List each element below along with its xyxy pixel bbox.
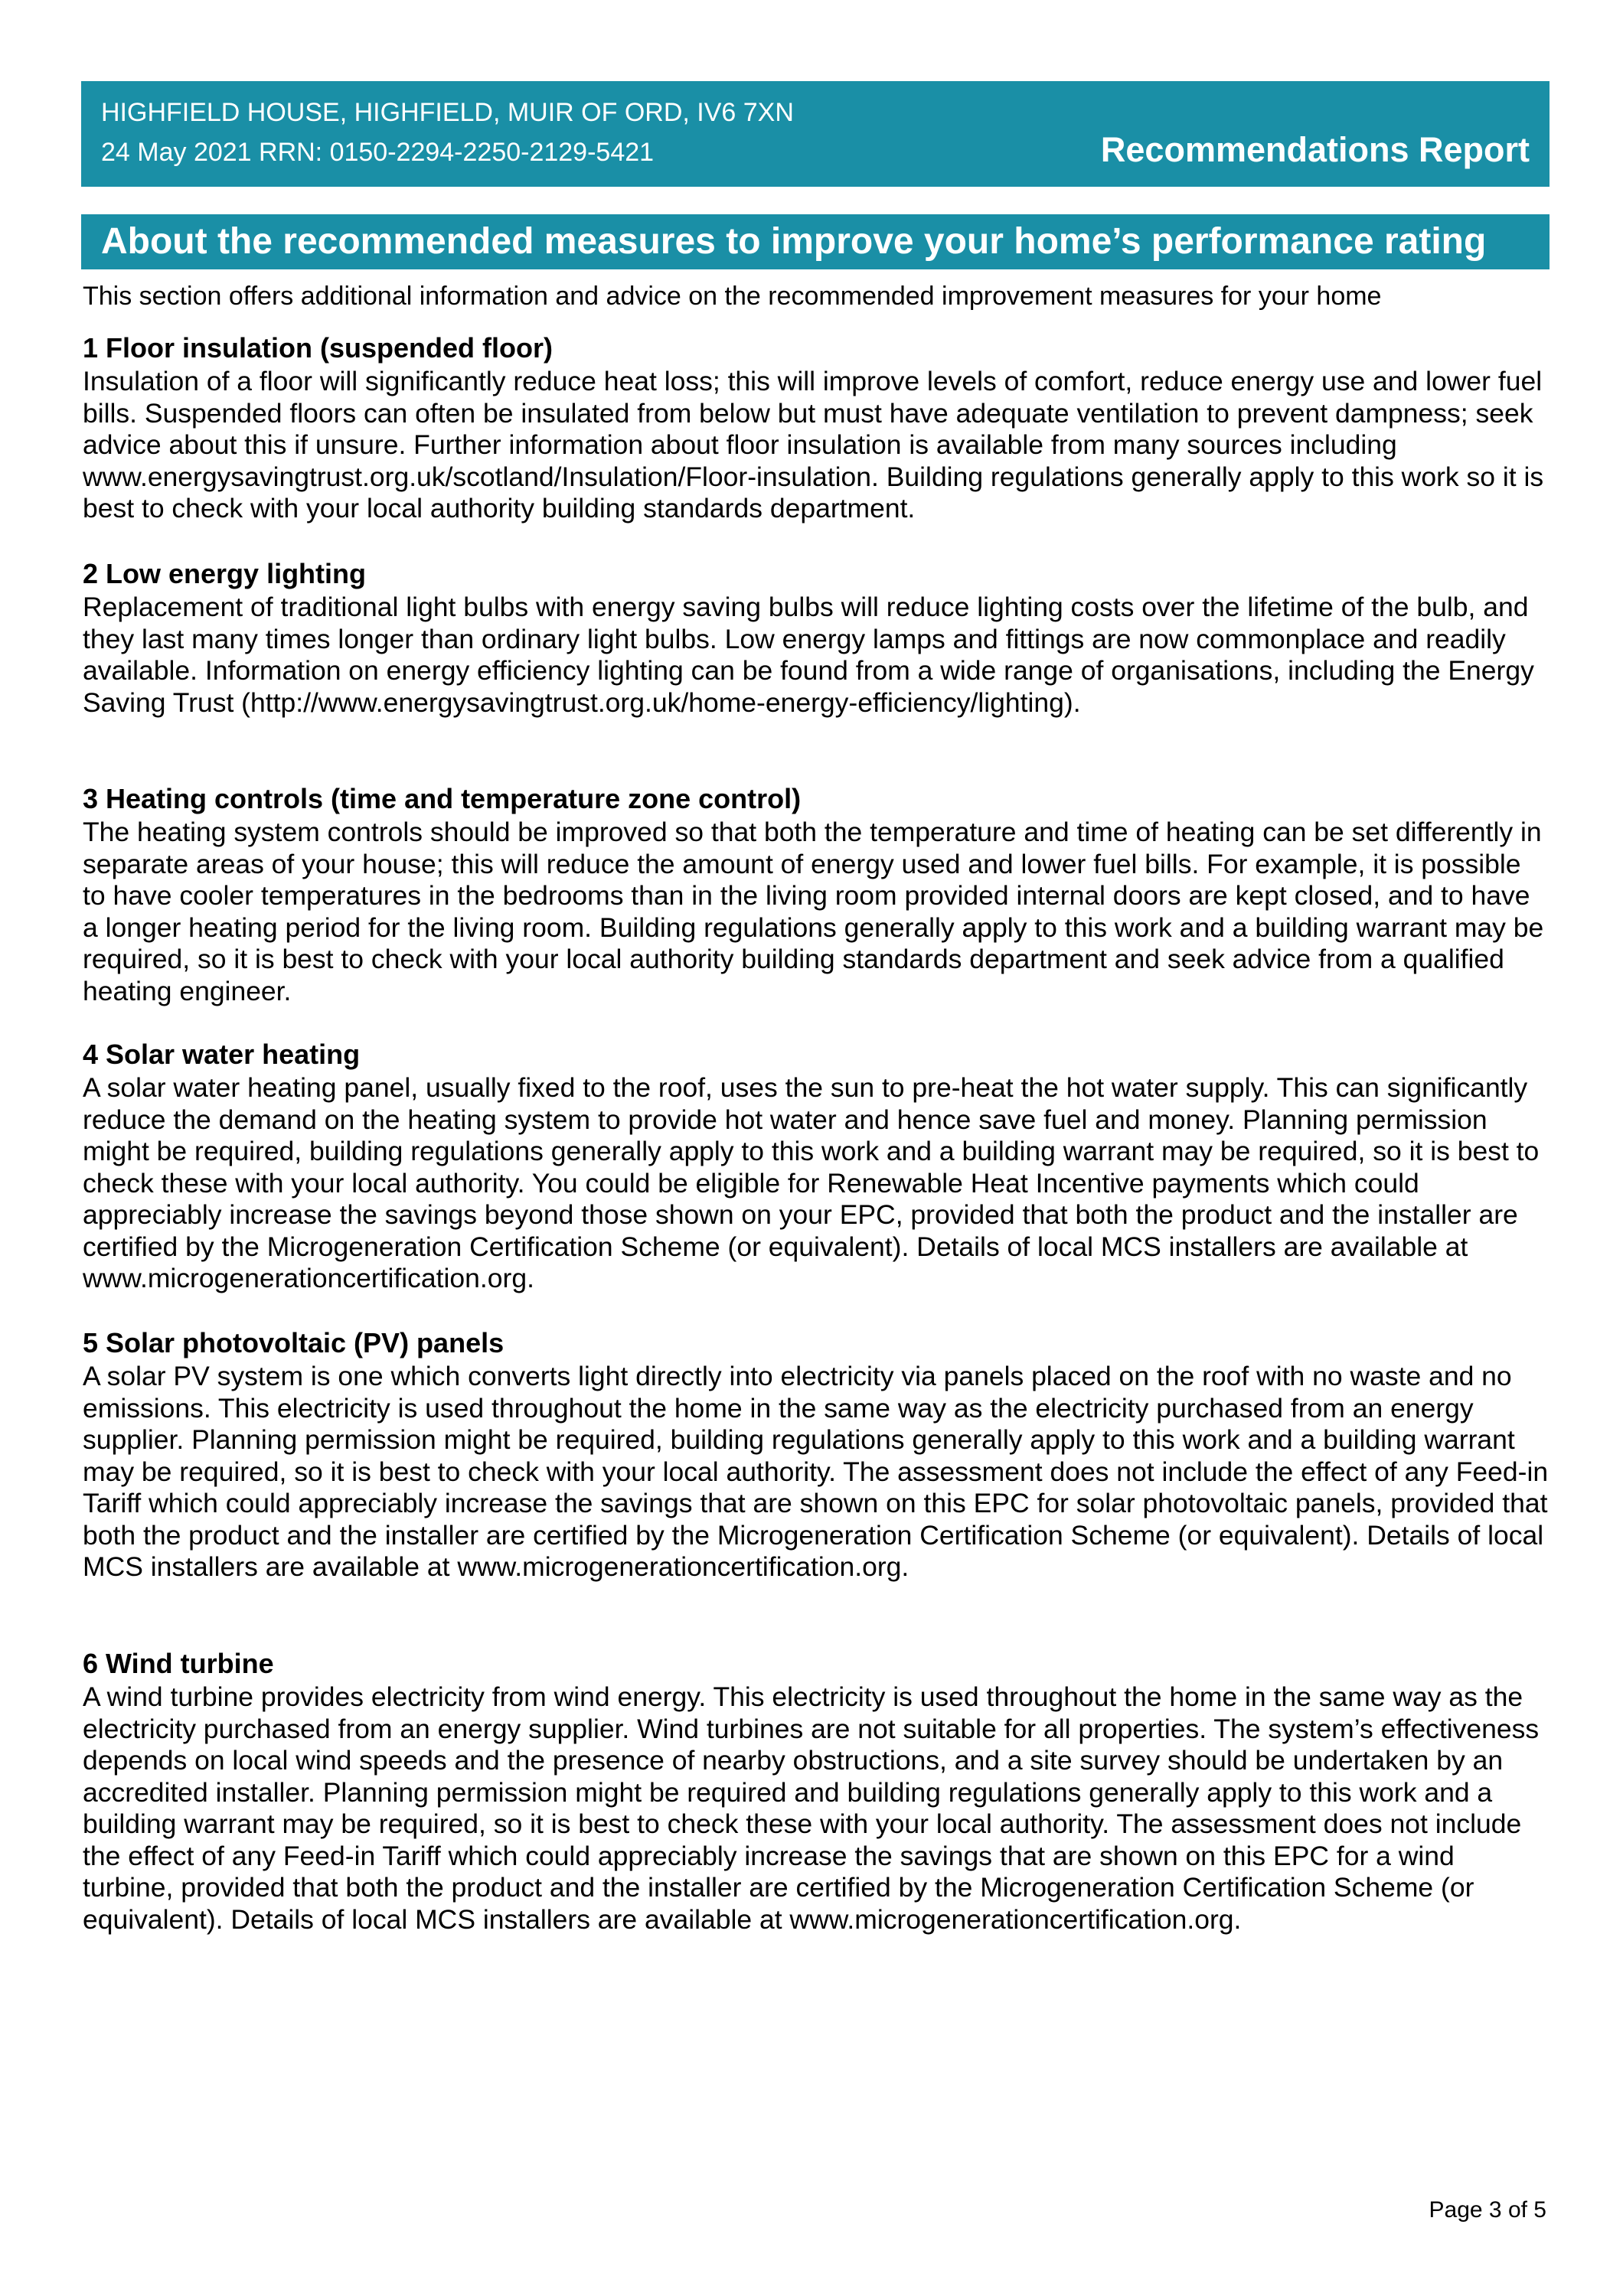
measure-title: 4 Solar water heating <box>83 1039 361 1070</box>
measure-text: A solar water heating panel, usually fixed to the roof, uses the sun to pre-heat the hot water supply. This can significantly reduce the demand on the heating system to provide hot water and hence save fuel and money. Planning permission might be required, building regulations generally apply to this work and a building warrant may be required, so it is best to check these with your local authority. You could be eligible for Renewable Heat Incentive payments which could appreciably increase the savings beyond those shown on your EPC, provided that both the product and the installer are certified by the Microgeneration Certification Scheme (or equivalent). Details of local MCS installers are available at www.microgenerationcertification.org. <box>83 1072 1540 1293</box>
measure-text: Replacement of traditional light bulbs with energy saving bulbs will reduce lighting costs over the lifetime of the bulb, and they last many times longer than ordinary light bulbs. Low energy lamps and fittings are now commonplace and readily available. Information on energy efficiency lighting can be found from a wide range of organisations, including the Energy Saving Trust (http://www.energysavingtrust.org.uk/home-energy-efficiency/lighting). <box>83 592 1534 718</box>
section-heading-bar <box>81 214 1550 269</box>
page-number: Page 3 of 5 <box>1429 2197 1546 2223</box>
report-header <box>81 81 1550 187</box>
measure-heating-controls <box>83 781 1550 1007</box>
date-rrn: 24 May 2021 RRN: 0150-2294-2250-2129-5421 <box>101 138 655 167</box>
measure-title: 5 Solar photovoltaic (PV) panels <box>83 1327 505 1358</box>
measure-title: 2 Low energy lighting <box>83 558 367 589</box>
property-address: HIGHFIELD HOUSE, HIGHFIELD, MUIR OF ORD, IV6 7XN <box>101 98 794 127</box>
section-intro: This section offers additional information and advice on the recommended improvement measures for your home <box>83 282 1382 311</box>
measure-text: A wind turbine provides electricity from wind energy. This electricity is used throughout the home in the same way as the electricity purchased from an energy supplier. Wind turbines are not suitable for all properties. The system’s effectiveness depends on local wind speeds and the presence of nearby obstructions, and a site survey should be undertaken by an accredited installer. Planning permission might be required and building regulations generally apply to this work and a building warrant may be required, so it is best to check these with your local authority. The assessment does not include the effect of any Feed-in Tariff which could appreciably increase the savings that are shown on this EPC for a wind turbine, provided that both the product and the installer are certified by the Microgeneration Certification Scheme (or equivalent). Details of local MCS installers are available at www.microgenerationcertification.org. <box>83 1681 1540 1935</box>
measure-text: Insulation of a floor will significantly reduce heat loss; this will improve levels of comfort, reduce energy use and lower fuel bills. Suspended floors can often be insulated from below but must have adequate ventilation to prevent dampness; seek advice about this if unsure. Further information about floor insulation is available from many sources including www.energysavingtrust.org.uk/scotland/Insulation/Floor-insulation. Building regulations generally apply to this work so it is best to check with your local authority building standards department. <box>83 366 1544 523</box>
measure-text: A solar PV system is one which converts light directly into electricity via panels placed on the roof with no waste and no emissions. This electricity is used throughout the home in the same way as the electricity purchased from an energy supplier. Planning permission might be required, building regulations generally apply to this work and a building warrant may be required, so it is best to check with your local authority. The assessment does not include the effect of any Feed-in Tariff which could appreciably increase the savings that are shown on this EPC for solar photovoltaic panels, provided that both the product and the installer are certified by the Microgeneration Certification Scheme (or equivalent). Details of local MCS installers are available at www.microgenerationcertification.org. <box>83 1361 1549 1582</box>
report-title: Recommendations Report <box>1100 130 1530 169</box>
measure-wind-turbine <box>83 1646 1550 1936</box>
measure-title: 6 Wind turbine <box>83 1648 274 1679</box>
measure-text: The heating system controls should be improved so that both the temperature and time of heating can be set differently in separate areas of your house; this will reduce the amount of energy used and lower fuel bills. For example, it is possible to have cooler temperatures in the bedrooms than in the living room provided internal doors are kept closed, and to have a longer heating period for the living room. Building regulations generally apply to this work and a building warrant may be required, so it is best to check with your local authority building standards department and seek advice from a qualified heating engineer. <box>83 817 1544 1006</box>
measure-title: 3 Heating controls (time and temperature zone control) <box>83 783 802 814</box>
measure-floor-insulation <box>83 331 1550 525</box>
section-title: About the recommended measures to improve your home’s performance rating <box>101 221 1487 262</box>
measure-title: 1 Floor insulation (suspended floor) <box>83 332 554 364</box>
measure-solar-pv-panels <box>83 1326 1550 1583</box>
measure-low-energy-lighting <box>83 556 1550 719</box>
measure-solar-water-heating <box>83 1037 1550 1295</box>
